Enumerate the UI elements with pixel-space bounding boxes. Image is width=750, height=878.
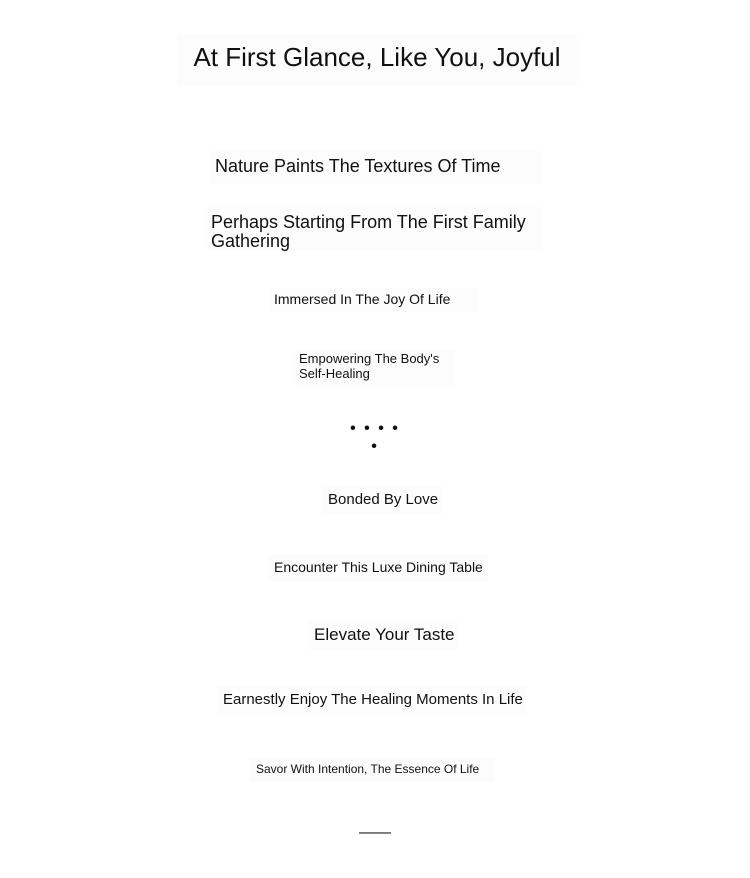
text-line-nature: Nature Paints The Textures Of Time <box>211 150 541 184</box>
text-line-dining-table: Encounter This Luxe Dining Table <box>268 555 488 581</box>
text-line-essence-of-life: Savor With Intention, The Essence Of Life <box>250 758 495 782</box>
text-line-healing-moments: Earnestly Enjoy The Healing Moments In Life <box>217 686 527 716</box>
text-line-elevate-taste: Elevate Your Taste <box>308 620 458 650</box>
dots-divider: • • • • • <box>350 420 400 455</box>
text-line-family-gathering: Perhaps Starting From The First Family Gathering <box>207 207 542 251</box>
page-title: At First Glance, Like You, Joyful <box>177 35 577 85</box>
text-line-bonded-by-love: Bonded By Love <box>322 485 442 515</box>
text-line-self-healing: Empowering The Body's Self-Healing <box>295 350 455 388</box>
text-line-joy-of-life: Immersed In The Joy Of Life <box>270 288 478 312</box>
dash-divider: —— <box>359 824 391 841</box>
